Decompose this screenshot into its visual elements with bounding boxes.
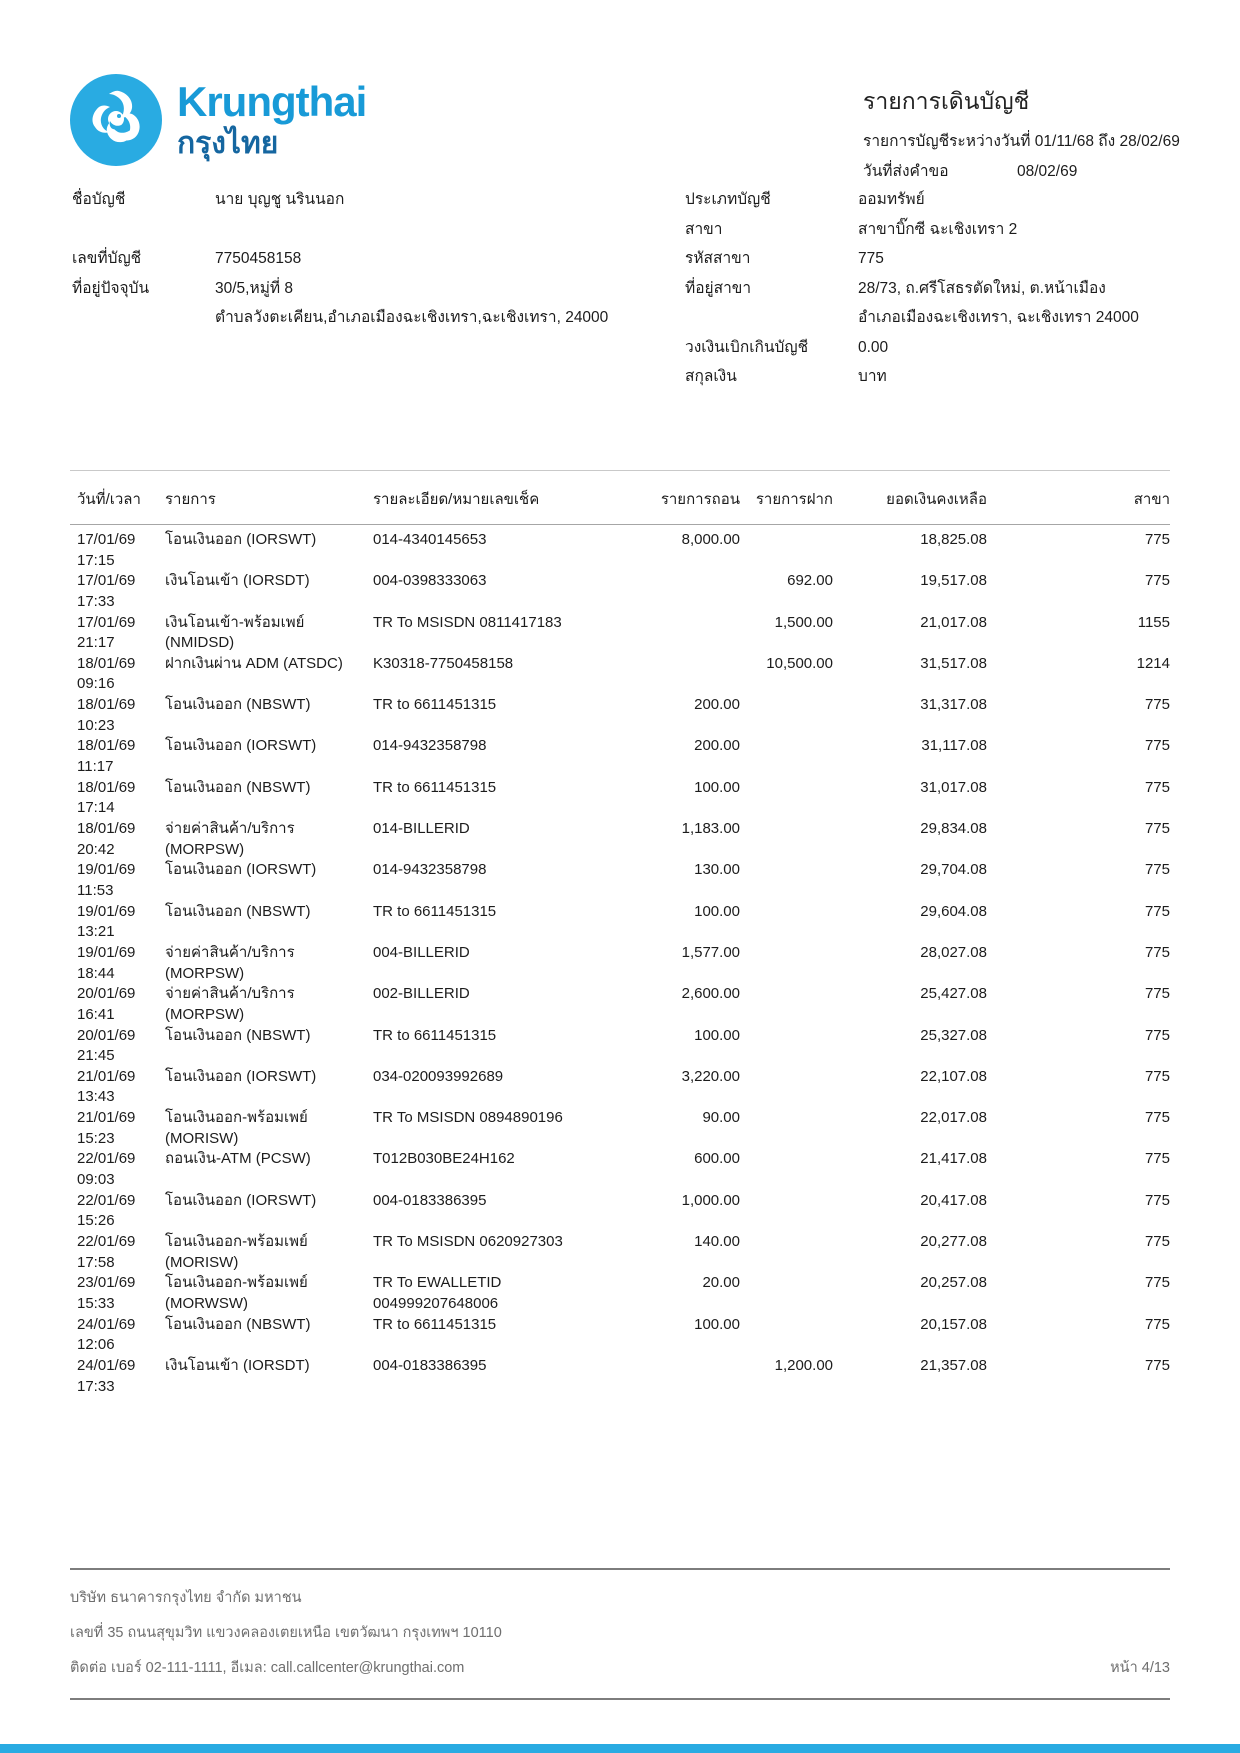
txn-time: 16:41 xyxy=(77,1005,115,1023)
txn-balance: 31,117.08 xyxy=(921,737,987,755)
txn-withdrawal: 1,577.00 xyxy=(681,943,740,961)
txn-detail: TR to 6611451315 xyxy=(373,902,497,920)
account-info-row xyxy=(72,220,1172,250)
txn-balance: 29,604.08 xyxy=(920,902,987,920)
txn-withdrawal: 3,220.00 xyxy=(681,1067,740,1085)
txn-date: 17/01/69 xyxy=(77,613,136,631)
txn-balance: 22,107.08 xyxy=(920,1067,987,1085)
txn-datetime xyxy=(70,736,165,777)
account-info-row xyxy=(72,367,1172,397)
footer-contact: ติดต่อ เบอร์ 02-111-1111, อีเมล: call.callcenter@krungthai.com xyxy=(70,1660,465,1676)
table-row xyxy=(70,819,1170,860)
info-label-left: ชื่อบัญชี xyxy=(72,191,126,208)
txn-detail: 014-9432358798 xyxy=(373,737,487,755)
txn-datetime xyxy=(70,1108,165,1149)
account-info-row xyxy=(72,308,1172,338)
txn-withdrawal: 100.00 xyxy=(694,1026,740,1044)
txn-balance: 28,027.08 xyxy=(920,943,987,961)
account-info-row xyxy=(72,338,1172,368)
txn-description: ถอนเงิน-ATM (PCSW) xyxy=(165,1150,311,1168)
txn-withdrawal: 140.00 xyxy=(694,1233,740,1251)
txn-date: 22/01/69 xyxy=(77,1191,136,1209)
krungthai-logo xyxy=(70,74,366,166)
txn-withdrawal: 200.00 xyxy=(694,696,740,714)
info-value-right: บาท xyxy=(858,368,887,385)
txn-balance: 21,357.08 xyxy=(920,1356,987,1374)
txn-branch: 775 xyxy=(1144,985,1170,1003)
txn-datetime xyxy=(70,613,165,654)
txn-time: 13:21 xyxy=(77,923,115,941)
account-info-row xyxy=(72,279,1172,309)
txn-deposit xyxy=(740,819,833,860)
txn-time: 15:33 xyxy=(77,1294,115,1312)
txn-datetime xyxy=(70,654,165,695)
txn-balance: 21,017.08 xyxy=(920,613,987,631)
txn-detail: K30318-7750458158 xyxy=(373,654,514,672)
account-info xyxy=(72,190,1172,397)
txn-withdrawal: 100.00 xyxy=(694,778,740,796)
txn-description: ฝากเงินผ่าน ADM (ATSDC) xyxy=(165,654,343,672)
request-date xyxy=(863,162,1180,182)
statement-period-value: 01/11/68 ถึง 28/02/69 xyxy=(1034,133,1180,150)
txn-description: โอนเงินออก (NBSWT) xyxy=(165,1315,311,1333)
txn-branch: 775 xyxy=(1144,1026,1170,1044)
txn-detail: 034-020093992689 xyxy=(373,1067,504,1085)
txn-date: 21/01/69 xyxy=(77,1109,136,1127)
txn-balance: 25,327.08 xyxy=(920,1026,987,1044)
txn-branch: 775 xyxy=(1144,820,1170,838)
txn-balance: 31,517.08 xyxy=(920,654,987,672)
txn-description: โอนเงินออก-พร้อมเพย์ (MORISW) xyxy=(165,1233,308,1271)
txn-time: 15:23 xyxy=(77,1129,115,1147)
txn-date: 23/01/69 xyxy=(77,1274,136,1292)
info-value-right: อำเภอเมืองฉะเชิงเทรา, ฉะเชิงเทรา 24000 xyxy=(858,309,1139,326)
txn-date: 21/01/69 xyxy=(77,1067,136,1085)
info-value-left: ตำบลวังตะเคียน,อำเภอเมืองฉะเชิงเทรา,ฉะเชิงเทรา, 24000 xyxy=(215,309,609,326)
txn-date: 17/01/69 xyxy=(77,531,136,548)
txn-description: โอนเงินออก-พร้อมเพย์ (MORWSW) xyxy=(165,1274,308,1312)
txn-deposit xyxy=(740,1232,833,1273)
txn-deposit xyxy=(740,1108,833,1149)
txn-time: 09:03 xyxy=(77,1171,115,1189)
txn-description: โอนเงินออก (NBSWT) xyxy=(165,902,311,920)
transactions-table xyxy=(70,470,1170,1397)
txn-description: จ่ายค่าสินค้า/บริการ (MORPSW) xyxy=(165,943,295,982)
txn-branch: 1155 xyxy=(1137,613,1170,631)
txn-description: โอนเงินออก (NBSWT) xyxy=(165,778,311,796)
txn-date: 18/01/69 xyxy=(77,778,136,796)
txn-datetime xyxy=(70,778,165,819)
table-body xyxy=(70,525,1170,1397)
txn-description: จ่ายค่าสินค้า/บริการ (MORPSW) xyxy=(165,985,295,1023)
txn-branch: 1214 xyxy=(1136,654,1170,672)
txn-date: 20/01/69 xyxy=(77,985,136,1003)
txn-branch: 775 xyxy=(1144,531,1170,548)
txn-time: 15:26 xyxy=(77,1212,115,1230)
page-number: หน้า 4/13 xyxy=(1110,1660,1170,1676)
txn-detail: TR to 6611451315 xyxy=(373,696,497,714)
txn-time: 18:44 xyxy=(77,964,115,982)
txn-date: 19/01/69 xyxy=(77,943,136,961)
txn-time: 17:33 xyxy=(77,1377,115,1395)
txn-balance: 19,517.08 xyxy=(920,572,987,590)
txn-description: โอนเงินออก (IORSWT) xyxy=(165,861,317,879)
header-branch: สาขา xyxy=(1133,491,1170,508)
header-date: วันที่/เวลา xyxy=(77,491,141,508)
txn-description: โอนเงินออก (IORSWT) xyxy=(165,531,317,548)
txn-withdrawal: 90.00 xyxy=(702,1109,740,1127)
info-value-right: 28/73, ถ.ศรีโสธรตัดใหม่, ต.หน้าเมือง xyxy=(858,279,1106,297)
txn-time: 17:14 xyxy=(77,799,115,817)
txn-branch: 775 xyxy=(1144,861,1170,879)
info-label-right: ประเภทบัญชี xyxy=(685,191,771,208)
txn-branch: 775 xyxy=(1144,1274,1170,1292)
header-balance: ยอดเงินคงเหลือ xyxy=(886,491,987,508)
statement-period xyxy=(863,132,1180,152)
txn-branch: 775 xyxy=(1144,1150,1170,1168)
txn-deposit xyxy=(740,1149,833,1190)
info-value-right: 0.00 xyxy=(858,338,889,356)
txn-datetime xyxy=(70,1067,165,1108)
txn-detail: TR To MSISDN 0811417183 xyxy=(373,613,562,631)
txn-date: 18/01/69 xyxy=(77,696,136,714)
txn-description: เงินโอนเข้า (IORSDT) xyxy=(165,1356,310,1374)
txn-datetime xyxy=(70,1149,165,1190)
txn-time: 10:23 xyxy=(77,716,115,734)
txn-deposit xyxy=(740,1026,833,1067)
txn-withdrawal: 200.00 xyxy=(694,737,740,755)
footer-company: บริษัท ธนาคารกรุงไทย จำกัด มหาชน xyxy=(70,1590,302,1606)
txn-withdrawal: 20.00 xyxy=(702,1274,740,1292)
txn-deposit xyxy=(740,943,833,984)
txn-detail: 004-0398333063 xyxy=(373,572,487,590)
txn-branch: 775 xyxy=(1144,737,1170,755)
txn-datetime xyxy=(70,1232,165,1273)
txn-deposit xyxy=(740,984,833,1025)
table-row xyxy=(70,902,1170,943)
txn-detail: 014-4340145653 xyxy=(373,531,487,548)
txn-detail: 004-BILLERID xyxy=(373,943,470,961)
table-row xyxy=(70,1149,1170,1190)
txn-description: โอนเงินออก (NBSWT) xyxy=(165,696,311,714)
table-row xyxy=(70,943,1170,984)
page-title: รายการเดินบัญชี xyxy=(863,88,1030,114)
txn-detail: T012B030BE24H162 xyxy=(373,1150,515,1168)
info-label-right: สกุลเงิน xyxy=(685,368,737,385)
txn-branch: 775 xyxy=(1144,1109,1170,1127)
txn-balance: 31,317.08 xyxy=(920,696,987,714)
txn-deposit xyxy=(740,530,833,571)
info-value-right: ออมทรัพย์ xyxy=(858,191,925,208)
txn-detail: TR To MSISDN 0894890196 xyxy=(373,1109,563,1127)
txn-branch: 775 xyxy=(1144,1356,1170,1374)
txn-date: 20/01/69 xyxy=(77,1026,136,1044)
txn-datetime xyxy=(70,1273,165,1314)
txn-balance: 29,704.08 xyxy=(920,861,987,879)
txn-branch: 775 xyxy=(1144,1315,1170,1333)
txn-deposit: 1,500.00 xyxy=(774,613,833,631)
txn-branch: 775 xyxy=(1144,943,1170,961)
txn-balance: 20,257.08 xyxy=(920,1274,987,1292)
txn-date: 19/01/69 xyxy=(77,902,136,920)
table-row xyxy=(70,860,1170,901)
table-row xyxy=(70,1067,1170,1108)
brand-wordmark xyxy=(177,80,366,159)
txn-datetime xyxy=(70,695,165,736)
txn-withdrawal xyxy=(613,613,740,654)
table-row xyxy=(70,778,1170,819)
txn-datetime xyxy=(70,943,165,984)
txn-description: จ่ายค่าสินค้า/บริการ (MORPSW) xyxy=(165,820,295,858)
txn-deposit xyxy=(740,1315,833,1356)
txn-detail: 004-0183386395 xyxy=(373,1191,487,1209)
table-row xyxy=(70,654,1170,695)
statement-period-label: รายการบัญชีระหว่างวันที่ xyxy=(863,133,1031,150)
info-value-left: 7750458158 xyxy=(215,250,302,267)
txn-deposit: 692.00 xyxy=(787,572,833,590)
txn-deposit xyxy=(740,1191,833,1232)
txn-date: 24/01/69 xyxy=(77,1315,136,1333)
table-row xyxy=(70,1232,1170,1273)
txn-date: 19/01/69 xyxy=(77,861,136,879)
txn-withdrawal: 100.00 xyxy=(694,902,740,920)
txn-datetime xyxy=(70,1315,165,1356)
table-row xyxy=(70,984,1170,1025)
info-label-left: เลขที่บัญชี xyxy=(72,250,142,267)
txn-deposit xyxy=(740,736,833,777)
account-info-row xyxy=(72,249,1172,279)
txn-datetime xyxy=(70,530,165,571)
txn-balance: 31,017.08 xyxy=(920,778,987,796)
footer-address: เลขที่ 35 ถนนสุขุมวิท แขวงคลองเตยเหนือ เขตวัฒนา กรุงเทพฯ 10110 xyxy=(70,1625,502,1641)
txn-datetime xyxy=(70,984,165,1025)
header-deposit: รายการฝาก xyxy=(755,491,833,508)
header-item: รายการ xyxy=(165,491,216,508)
txn-description: โอนเงินออก-พร้อมเพย์ (MORISW) xyxy=(165,1109,308,1147)
info-label-right: วงเงินเบิกเกินบัญชี xyxy=(685,338,809,356)
txn-datetime xyxy=(70,860,165,901)
txn-detail: 014-9432358798 xyxy=(373,861,487,879)
txn-deposit: 10,500.00 xyxy=(766,654,833,672)
table-row xyxy=(70,530,1170,571)
txn-deposit xyxy=(740,902,833,943)
txn-detail: TR to 6611451315 xyxy=(373,1026,497,1044)
txn-withdrawal xyxy=(613,571,740,612)
txn-detail: TR To MSISDN 0620927303 xyxy=(373,1233,563,1251)
header-detail: รายละเอียด/หมายเลขเช็ค xyxy=(373,491,540,508)
txn-balance: 29,834.08 xyxy=(920,820,987,838)
info-value-left: 30/5,หมู่ที่ 8 xyxy=(215,279,294,297)
txn-date: 18/01/69 xyxy=(77,737,136,755)
account-info-row xyxy=(72,190,1172,220)
txn-branch: 775 xyxy=(1144,1067,1170,1085)
txn-description: โอนเงินออก (IORSWT) xyxy=(165,1067,317,1085)
txn-detail: 002-BILLERID xyxy=(373,985,470,1003)
txn-deposit xyxy=(740,860,833,901)
txn-branch: 775 xyxy=(1144,902,1170,920)
table-row xyxy=(70,1026,1170,1067)
info-value-left: นาย บุญชู นรินนอก xyxy=(215,191,345,208)
txn-datetime xyxy=(70,571,165,612)
statement-footer xyxy=(70,1568,1170,1700)
info-label-right: สาขา xyxy=(685,220,723,238)
table-row xyxy=(70,1315,1170,1356)
txn-balance: 21,417.08 xyxy=(920,1150,987,1168)
txn-time: 21:45 xyxy=(77,1047,115,1065)
txn-description: โอนเงินออก (IORSWT) xyxy=(165,737,317,755)
txn-branch: 775 xyxy=(1144,696,1170,714)
info-value-right: 775 xyxy=(858,250,884,267)
request-date-label: วันที่ส่งคำขอ xyxy=(863,163,949,180)
txn-datetime xyxy=(70,1026,165,1067)
statement-header xyxy=(863,84,1180,192)
txn-withdrawal: 8,000.00 xyxy=(681,531,740,548)
txn-time: 13:43 xyxy=(77,1088,115,1106)
txn-time: 21:17 xyxy=(77,634,115,652)
txn-deposit: 1,200.00 xyxy=(774,1356,833,1374)
txn-date: 18/01/69 xyxy=(77,654,136,672)
txn-description: เงินโอนเข้า-พร้อมเพย์ (NMIDSD) xyxy=(165,613,305,652)
header-withdrawal: รายการถอน xyxy=(660,491,740,508)
txn-datetime xyxy=(70,902,165,943)
txn-withdrawal: 2,600.00 xyxy=(681,985,740,1003)
txn-deposit xyxy=(740,695,833,736)
txn-description: เงินโอนเข้า (IORSDT) xyxy=(165,572,310,590)
txn-deposit xyxy=(740,778,833,819)
txn-date: 18/01/69 xyxy=(77,820,136,838)
txn-detail: 014-BILLERID xyxy=(373,820,470,838)
txn-time: 17:15 xyxy=(77,551,115,569)
txn-date: 17/01/69 xyxy=(77,572,136,590)
txn-time: 12:06 xyxy=(77,1336,115,1354)
brand-name-en: Krungthai xyxy=(177,78,367,126)
txn-withdrawal xyxy=(613,1356,740,1397)
txn-branch: 775 xyxy=(1144,1233,1170,1251)
txn-description: โอนเงินออก (IORSWT) xyxy=(165,1191,317,1209)
txn-withdrawal: 600.00 xyxy=(694,1150,740,1168)
txn-withdrawal xyxy=(613,654,740,695)
txn-deposit xyxy=(740,1273,833,1314)
txn-branch: 775 xyxy=(1144,778,1170,796)
brand-name-th: กรุงไทย xyxy=(177,126,279,160)
table-row xyxy=(70,571,1170,612)
txn-date: 24/01/69 xyxy=(77,1356,136,1374)
txn-balance: 25,427.08 xyxy=(920,985,987,1003)
txn-time: 17:58 xyxy=(77,1253,115,1271)
krungthai-bird-icon xyxy=(70,74,162,166)
table-row xyxy=(70,613,1170,654)
request-date-value: 08/02/69 xyxy=(1017,163,1078,180)
info-label-left: ที่อยู่ปัจจุบัน xyxy=(72,279,150,297)
table-row xyxy=(70,1356,1170,1397)
info-label-right: ที่อยู่สาขา xyxy=(685,279,752,297)
bottom-accent-bar xyxy=(0,1744,1240,1753)
txn-detail: TR To EWALLETID 004999207648006 xyxy=(373,1274,502,1312)
table-row xyxy=(70,695,1170,736)
txn-branch: 775 xyxy=(1144,1191,1170,1209)
txn-withdrawal: 130.00 xyxy=(694,861,740,879)
txn-time: 09:16 xyxy=(77,675,115,693)
txn-datetime xyxy=(70,1356,165,1397)
txn-balance: 22,017.08 xyxy=(920,1109,987,1127)
txn-balance: 20,277.08 xyxy=(920,1233,987,1251)
table-header-row xyxy=(70,470,1170,525)
txn-detail: 004-0183386395 xyxy=(373,1356,487,1374)
txn-date: 22/01/69 xyxy=(77,1233,136,1251)
table-row xyxy=(70,1191,1170,1232)
txn-datetime xyxy=(70,819,165,860)
txn-datetime xyxy=(70,1191,165,1232)
txn-date: 22/01/69 xyxy=(77,1150,136,1168)
info-value-right: สาขาบิ๊กซี ฉะเชิงเทรา 2 xyxy=(858,220,1018,238)
table-row xyxy=(70,1108,1170,1149)
txn-branch: 775 xyxy=(1144,572,1170,590)
footer-contact-row xyxy=(70,1657,1170,1679)
txn-time: 20:42 xyxy=(77,840,115,858)
txn-withdrawal: 100.00 xyxy=(694,1315,740,1333)
txn-time: 11:53 xyxy=(77,881,114,899)
txn-deposit xyxy=(740,1067,833,1108)
txn-balance: 20,417.08 xyxy=(920,1191,987,1209)
txn-time: 17:33 xyxy=(77,592,115,610)
txn-withdrawal: 1,000.00 xyxy=(681,1191,740,1209)
table-row xyxy=(70,1273,1170,1314)
txn-withdrawal: 1,183.00 xyxy=(681,820,740,838)
table-row xyxy=(70,736,1170,777)
txn-time: 11:17 xyxy=(77,758,114,776)
txn-balance: 18,825.08 xyxy=(920,531,987,548)
info-label-right: รหัสสาขา xyxy=(685,250,751,267)
txn-detail: TR to 6611451315 xyxy=(373,1315,497,1333)
txn-balance: 20,157.08 xyxy=(920,1315,987,1333)
txn-detail: TR to 6611451315 xyxy=(373,778,497,796)
txn-description: โอนเงินออก (NBSWT) xyxy=(165,1026,311,1044)
